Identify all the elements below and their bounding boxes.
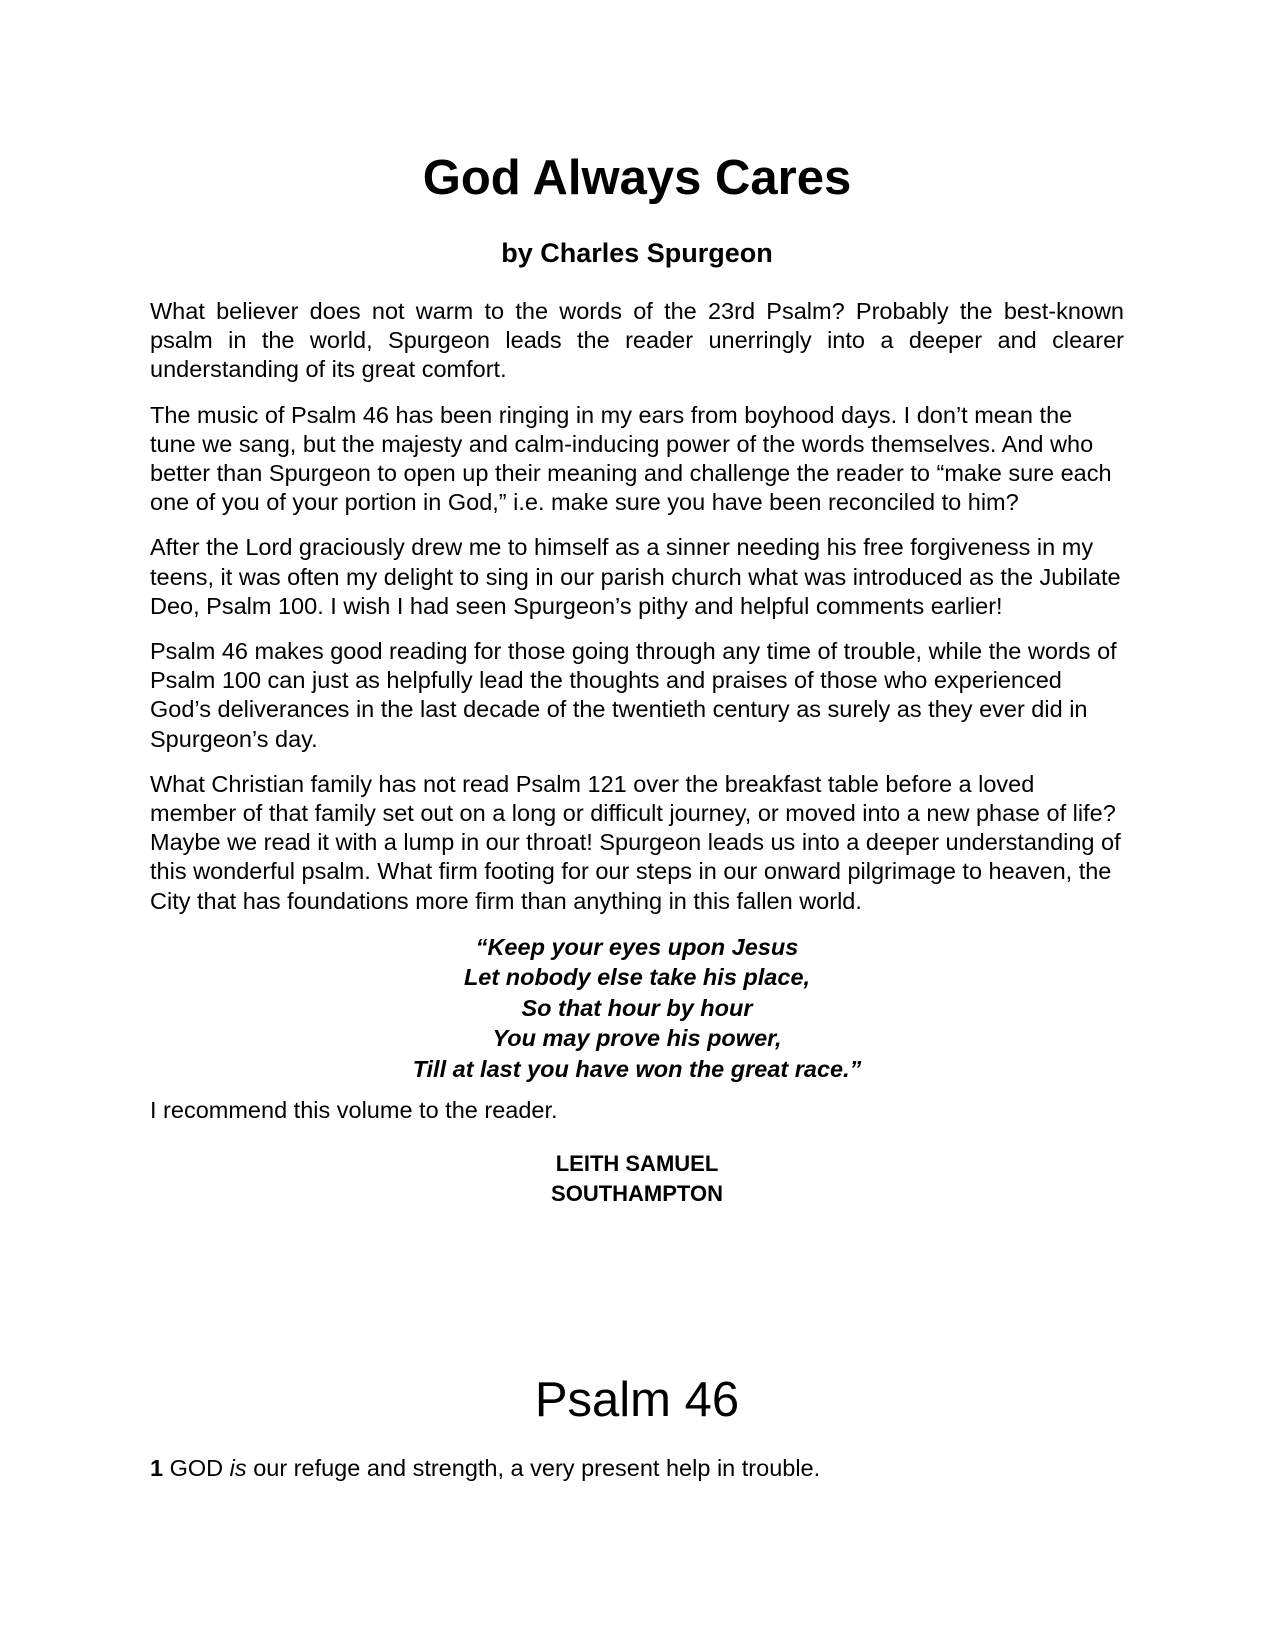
poem-line: You may prove his power, bbox=[492, 1025, 782, 1052]
verse-text: our refuge and strength, a very present help in trouble. bbox=[253, 1455, 821, 1481]
paragraph-psalm-121: What Christian family has not read Psalm 121 over the breakfast table before a loved member of that family set out on a long or difficult journey, or moved into a new phase of life? Maybe we read it with a lump in our throat! Spurgeon leads us into a deeper understanding of this wonderful psalm. What firm footing for our steps in our onward pilgrimage to heaven, the City that has foundations more firm than anything in this fallen world. bbox=[150, 770, 1121, 914]
signature-place: SOUTHAMPTON bbox=[551, 1181, 723, 1207]
verse-italic-word: is bbox=[229, 1455, 247, 1481]
paragraph-psalm-46: The music of Psalm 46 has been ringing in my ears from boyhood days. I don’t mean the tune we sang, but the majesty and calm-inducing power of the words themselves. And who better than Spurgeon to open up their meaning and challenge the reader to “make sure each one of you of your portion in God,” i.e. make sure you have been reconciled to him? bbox=[150, 401, 1112, 516]
author-byline: by Charles Spurgeon bbox=[501, 238, 773, 268]
poem-line: Till at last you have won the great race.” bbox=[412, 1055, 862, 1082]
recommendation-line: I recommend this volume to the reader. bbox=[150, 1097, 558, 1124]
poem-line: So that hour by hour bbox=[521, 994, 753, 1021]
paragraph-psalm-100: After the Lord graciously drew me to himself as a sinner needing his free forgiveness in my teens, it was often my delight to sing in our parish church what was introduced as the Jubilate Deo, Psalm 100. I wish I had seen Spurgeon’s pithy and helpful comments earlier! bbox=[150, 534, 1121, 619]
paragraph-trouble: Psalm 46 makes good reading for those going through any time of trouble, while the words of Psalm 100 can just as helpfully lead the thoughts and praises of those who experienced God’s deliverances in the last decade of the twentieth century as surely as they ever did in Spurgeon’s day. bbox=[150, 638, 1117, 752]
verse-lead: GOD bbox=[169, 1455, 224, 1481]
signature-name: LEITH SAMUEL bbox=[555, 1151, 719, 1177]
hymn-quote bbox=[150, 932, 1124, 1085]
paragraph-23rd-psalm: What believer does not warm to the words of the 23rd Psalm? Probably the best-known psalm in the world, Spurgeon leads the reader unerringly into a deeper and clearer understanding of its great comfort. bbox=[150, 298, 1124, 383]
psalm-heading: Psalm 46 bbox=[534, 1373, 740, 1427]
psalm-verse-1 bbox=[150, 1454, 1124, 1483]
poem-line: Let nobody else take his place, bbox=[463, 964, 811, 991]
signature-block bbox=[150, 1149, 1124, 1209]
poem-line: “Keep your eyes upon Jesus bbox=[475, 933, 799, 960]
foreword-body bbox=[150, 297, 1124, 1209]
document-title: God Always Cares bbox=[422, 151, 852, 205]
verse-number: 1 bbox=[150, 1455, 164, 1481]
